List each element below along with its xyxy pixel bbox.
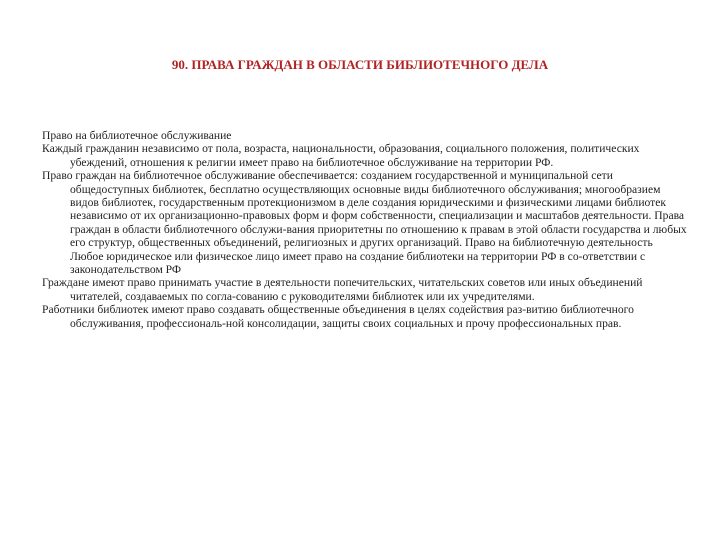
paragraph-participation: Граждане имеют право принимать участие в деятельности попечительских, читательских советов или иных объединений читателей, создаваемых по согла-сованию с руководителями библиотек или их учредителями. [42,276,643,303]
paragraph-library-workers: Работники библиотек имеют право создавать общественные объединения в целях содействия раз-витию библиотечного обслуживания, профессиональ-ной консолидации, защиты своих социальных и прочу профессиональных прав. [42,303,634,330]
body-text [42,129,688,330]
paragraph-provision: Право граждан на библиотечное обслуживание обеспечивается: созданием государственной и муниципальной сети общедоступных библиотек, бесплатно осуществляющих основные виды библиотечного обслуживания; многообразием видов библиотек, государственным протекционизмом в деле создания юридическими и физическими лицами библиотек независимо от их организационно-правовых форм и форм собственности, специализации и масштабов деятельности. Права граждан в области библиотечного обслужи-вания приоритетны по отношению к правам в этой области государства и любых его структур, общественных объединений, религиозных и других организаций. Право на библиотечную деятельность Любое юридическое или физическое лицо имеет право на создание библиотеки на территории РФ в со-ответствии с законодательством РФ [42,169,687,277]
paragraph-right-to-service: Каждый гражданин независимо от пола, возраста, национальности, образования, социального положения, политических убеждений, отношения к религии имеет право на библиотечное обслуживание на территории РФ. [42,142,640,169]
paragraph-heading: Право на библиотечное обслуживание [42,129,232,142]
page-title: 90. ПРАВА ГРАЖДАН В ОБЛАСТИ БИБЛИОТЕЧНОГО ДЕЛА [171,57,549,72]
